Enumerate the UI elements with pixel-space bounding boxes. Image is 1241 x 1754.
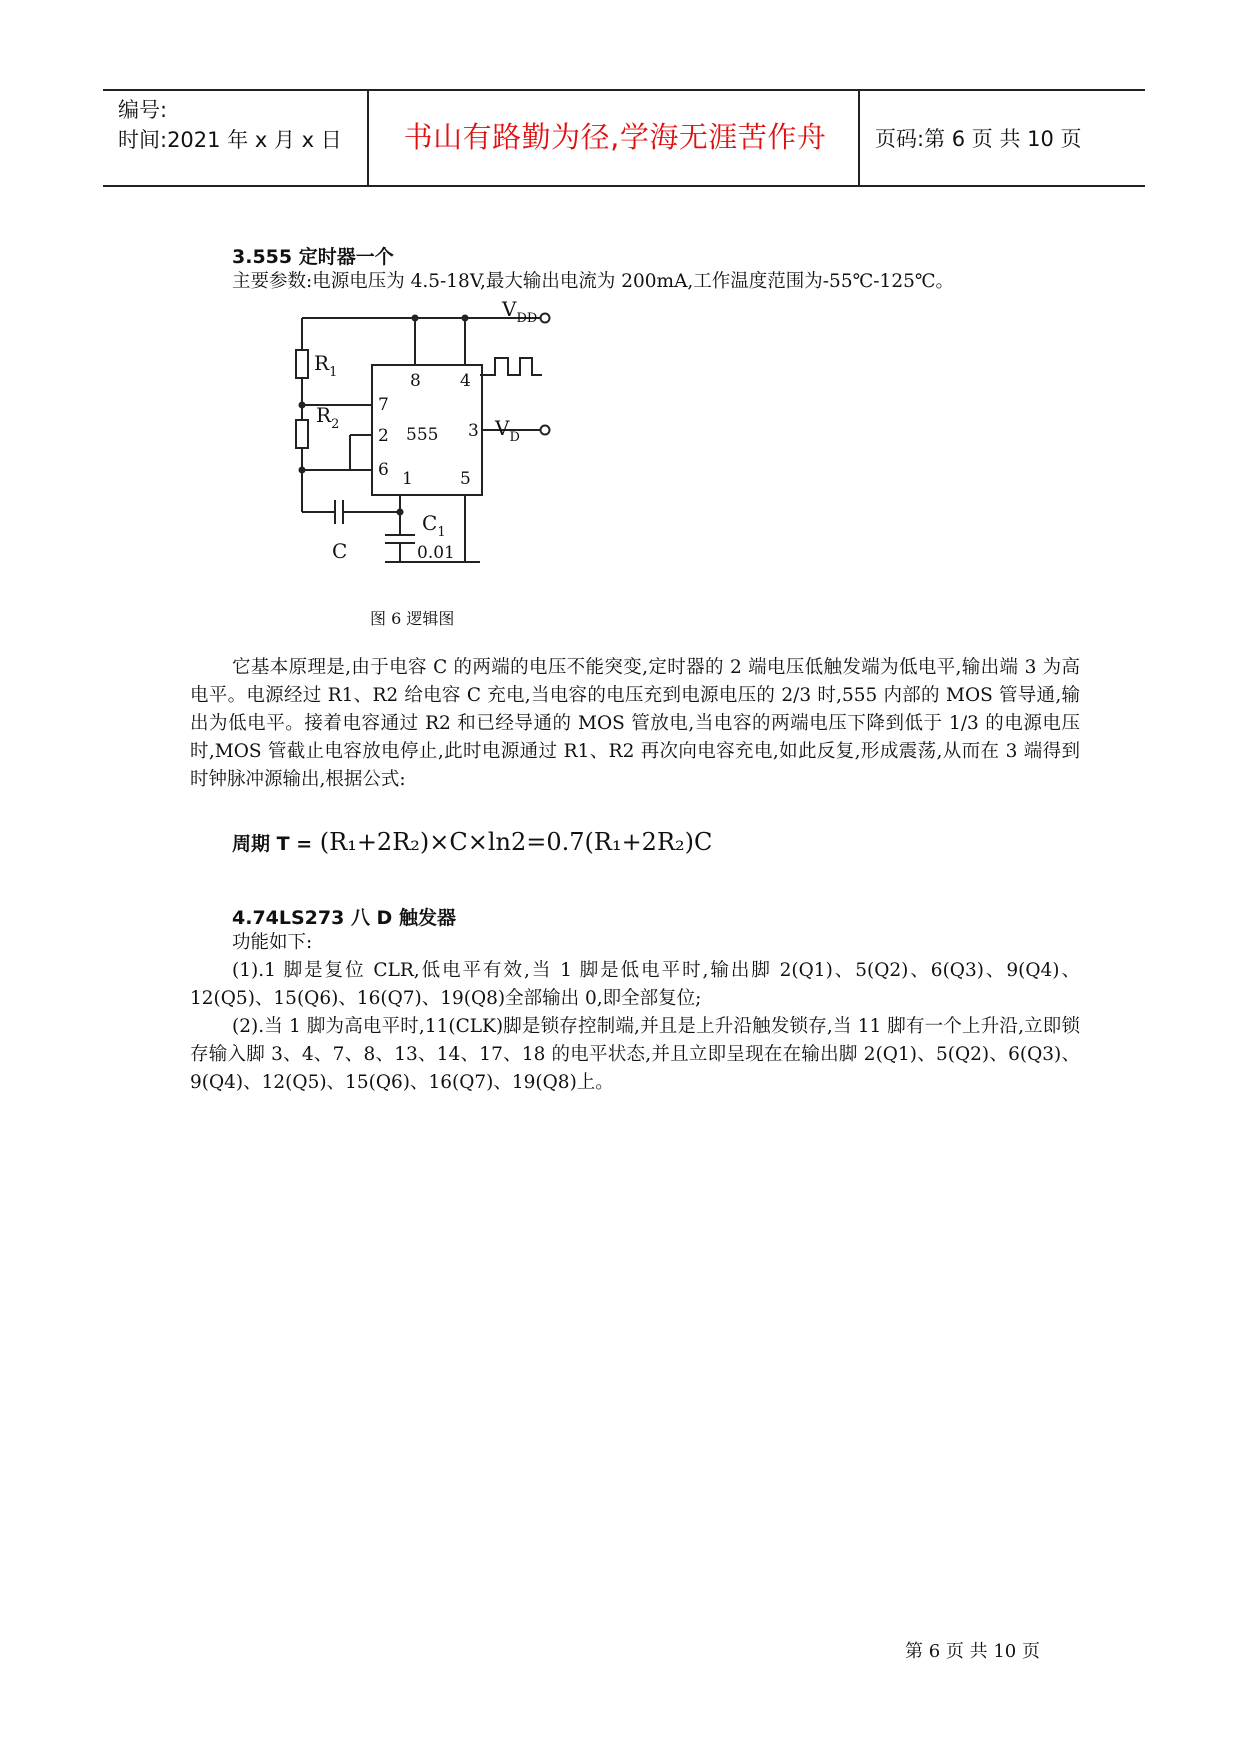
period-formula: [232, 828, 712, 856]
circuit-diagram: [280, 300, 620, 600]
header-motto: 书山有路勤为径,学海无涯苦作舟: [403, 120, 827, 154]
chip-label: 555: [406, 425, 439, 445]
section4-item1: (1).1 脚是复位 CLR,低电平有效,当 1 脚是低电平时,输出脚 2(Q1)、5(Q2)、6(Q3)、9(Q4)、12(Q5)、15(Q6)、16(Q7)、19(Q8)全部输出 0,即全部复位;: [190, 960, 1080, 1009]
pin5-label: 5: [460, 469, 471, 489]
c1-label: $C_1$: [422, 511, 446, 540]
number-label: 编号:: [118, 98, 168, 122]
pin2-label: 2: [378, 426, 389, 446]
header-page-label: 页码:第 6 页 共 10 页: [875, 127, 1082, 151]
pin6-label: 6: [378, 460, 389, 480]
time-label: 时间:2021 年 x 月 x 日: [118, 128, 342, 152]
vdd-label: $V_{DD}$: [502, 300, 538, 326]
figure-caption: 图 6 逻辑图: [370, 609, 455, 628]
pin1-label: 1: [402, 469, 413, 489]
r2-label: $R_2$: [316, 403, 340, 432]
c-label: C: [332, 539, 348, 563]
vo-label: $V_D$: [495, 416, 520, 445]
r1-label: $R_1$: [314, 351, 338, 380]
section4-intro: 功能如下:: [232, 932, 313, 953]
pin3-label: 3: [468, 421, 479, 441]
section4-title: 4.74LS273 八 D 触发器: [232, 907, 456, 929]
formula-label: 周期 T =: [232, 833, 313, 855]
section3-params: 主要参数:电源电压为 4.5-18V,最大输出电流为 200mA,工作温度范围为-55℃-125℃。: [232, 271, 955, 292]
formula-expression: (R₁+2R₂)×C×ln2=0.7(R₁+2R₂)C: [319, 828, 713, 856]
header-left-cell: [118, 95, 342, 155]
section3-paragraph: 它基本原理是,由于电容 C 的两端的电压不能突变,定时器的 2 端电压低触发端为低电平,输出端 3 为高电平。电源经过 R1、R2 给电容 C 充电,当电容的电压充到电源电压的 2/3 时,555 内部的 MOS 管导通,输出为低电平。接着电容通过 R2 和已经导通的 MOS 管放电,当电容的两端电压下降到低于 1/3 的电源电压时,MOS 管截止电容放电停止,此时电源通过 R1、R2 再次向电容充电,如此反复,形成震荡,从而在 3 端得到时钟脉冲源输出,根据公式:: [190, 657, 1080, 790]
section4-item2: (2).当 1 脚为高电平时,11(CLK)脚是锁存控制端,并且是上升沿触发锁存,当 11 脚有一个上升沿,立即锁存输入脚 3、4、7、8、13、14、17、18 的电平状态,并且立即呈现在在输出脚 2(Q1)、5(Q2)、6(Q3)、9(Q4)、12(Q5)、15(Q6)、16(Q7)、19(Q8)上。: [190, 1016, 1080, 1093]
header-divider-left: [367, 91, 369, 185]
page-header: [103, 89, 1145, 187]
pin4-label: 4: [460, 371, 471, 391]
page-footer: 第 6 页 共 10 页: [905, 1641, 1040, 1662]
c1-value: 0.01: [417, 543, 455, 563]
pin7-label: 7: [378, 395, 389, 415]
pin8-label: 8: [410, 371, 421, 391]
section3-title: 3.555 定时器一个: [232, 246, 394, 268]
